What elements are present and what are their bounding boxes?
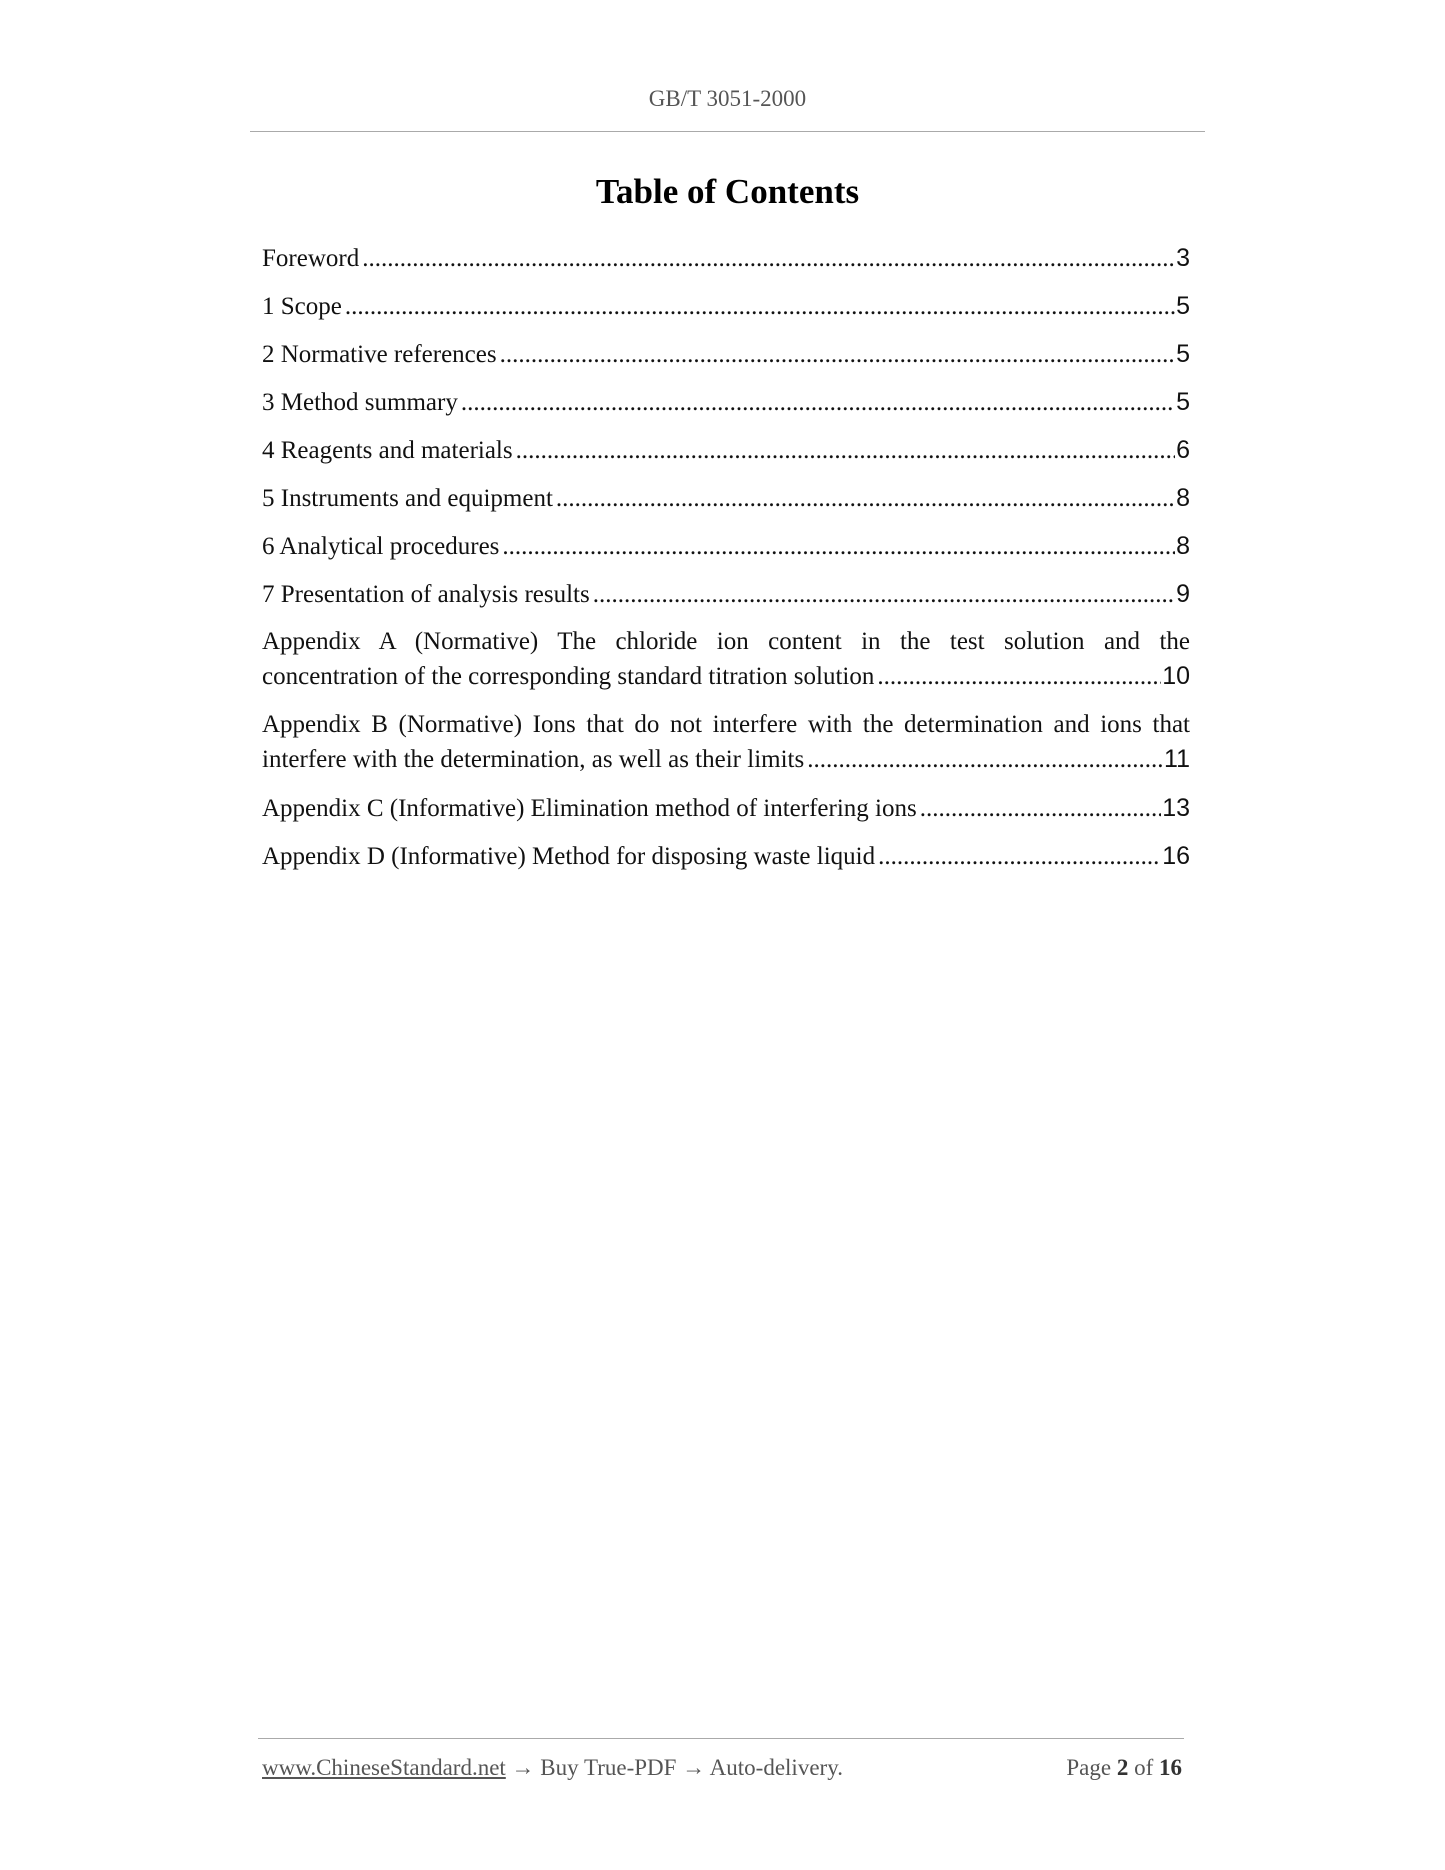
toc-entry-label-line2: concentration of the corresponding standard titration solution — [262, 663, 875, 690]
current-page: 2 — [1116, 1755, 1129, 1780]
page-number — [1066, 1755, 1182, 1781]
toc-entry-label: 4 Reagents and materials — [262, 437, 513, 464]
toc-entry-page: 16 — [1162, 842, 1190, 870]
toc-entry-label: Appendix C (Informative) Elimination method of interfering ions — [262, 795, 917, 822]
toc-entry-page: 9 — [1176, 580, 1190, 608]
toc-entry-scope[interactable] — [262, 288, 1190, 336]
table-of-contents — [262, 240, 1190, 886]
toc-entry-label: Foreword — [262, 245, 360, 272]
dot-leader — [556, 481, 1175, 517]
toc-entry-appendix-b[interactable] — [262, 707, 1190, 777]
toc-entry-page: 6 — [1176, 436, 1190, 464]
toc-entry-page: 5 — [1176, 340, 1190, 368]
dot-leader — [593, 577, 1175, 613]
toc-entry-page: 5 — [1176, 292, 1190, 320]
toc-entry-page: 11 — [1164, 745, 1190, 773]
arrow-icon: → — [511, 1755, 535, 1780]
dot-leader — [516, 433, 1175, 469]
footer-left — [262, 1755, 843, 1781]
toc-entry-appendix-a[interactable] — [262, 624, 1190, 694]
toc-entry-label: 6 Analytical procedures — [262, 533, 500, 560]
page-word: Page — [1066, 1755, 1112, 1780]
toc-entry-analytical-procedures[interactable] — [262, 528, 1190, 576]
toc-entry-appendix-c[interactable] — [262, 790, 1190, 838]
dot-leader — [807, 742, 1163, 777]
toc-entry-reagents[interactable] — [262, 432, 1190, 480]
toc-entry-label: 1 Scope — [262, 293, 342, 320]
toc-entry-page: 5 — [1176, 388, 1190, 416]
arrow-icon: → — [682, 1755, 706, 1780]
document-id-header: GB/T 3051-2000 — [648, 86, 807, 111]
dot-leader — [920, 791, 1161, 827]
toc-entry-foreword[interactable] — [262, 240, 1190, 288]
dot-leader — [345, 289, 1175, 325]
dot-leader — [878, 839, 1161, 875]
dot-leader — [500, 337, 1175, 373]
toc-entry-presentation-results[interactable] — [262, 576, 1190, 624]
dot-leader — [362, 241, 1175, 277]
toc-entry-page: 3 — [1176, 244, 1190, 272]
buy-text: Buy True-PDF — [540, 1755, 677, 1780]
toc-entry-page: 10 — [1162, 662, 1190, 690]
page-title: Table of Contents — [595, 172, 860, 211]
header-divider — [250, 131, 1205, 132]
toc-entry-label: 7 Presentation of analysis results — [262, 581, 590, 608]
dot-leader — [877, 659, 1161, 694]
toc-entry-appendix-d[interactable] — [262, 838, 1190, 886]
toc-entry-label: Appendix D (Informative) Method for disposing waste liquid — [262, 843, 876, 870]
toc-entry-label: 2 Normative references — [262, 341, 497, 368]
site-link[interactable]: www.ChineseStandard.net — [262, 1755, 506, 1780]
toc-entry-page: 8 — [1176, 532, 1190, 560]
of-word: of — [1134, 1755, 1154, 1780]
toc-entry-label: 5 Instruments and equipment — [262, 485, 553, 512]
dot-leader — [461, 385, 1175, 421]
footer-divider — [258, 1738, 1184, 1739]
toc-entry-label-line1: Appendix A (Normative) The chloride ion content in the test solution and the — [262, 628, 1190, 655]
toc-entry-label: 3 Method summary — [262, 389, 458, 416]
toc-entry-page: 8 — [1176, 484, 1190, 512]
dot-leader — [502, 529, 1175, 565]
toc-entry-page: 13 — [1162, 794, 1190, 822]
toc-entry-label-line2: interfere with the determination, as well as their limits — [262, 746, 805, 773]
total-pages: 16 — [1159, 1755, 1182, 1780]
toc-entry-label-line1: Appendix B (Normative) Ions that do not interfere with the determination and ions that — [262, 711, 1190, 738]
toc-entry-instruments[interactable] — [262, 480, 1190, 528]
page-footer — [262, 1755, 1182, 1781]
delivery-text: Auto-delivery. — [709, 1755, 843, 1780]
toc-entry-method-summary[interactable] — [262, 384, 1190, 432]
toc-entry-normative-references[interactable] — [262, 336, 1190, 384]
